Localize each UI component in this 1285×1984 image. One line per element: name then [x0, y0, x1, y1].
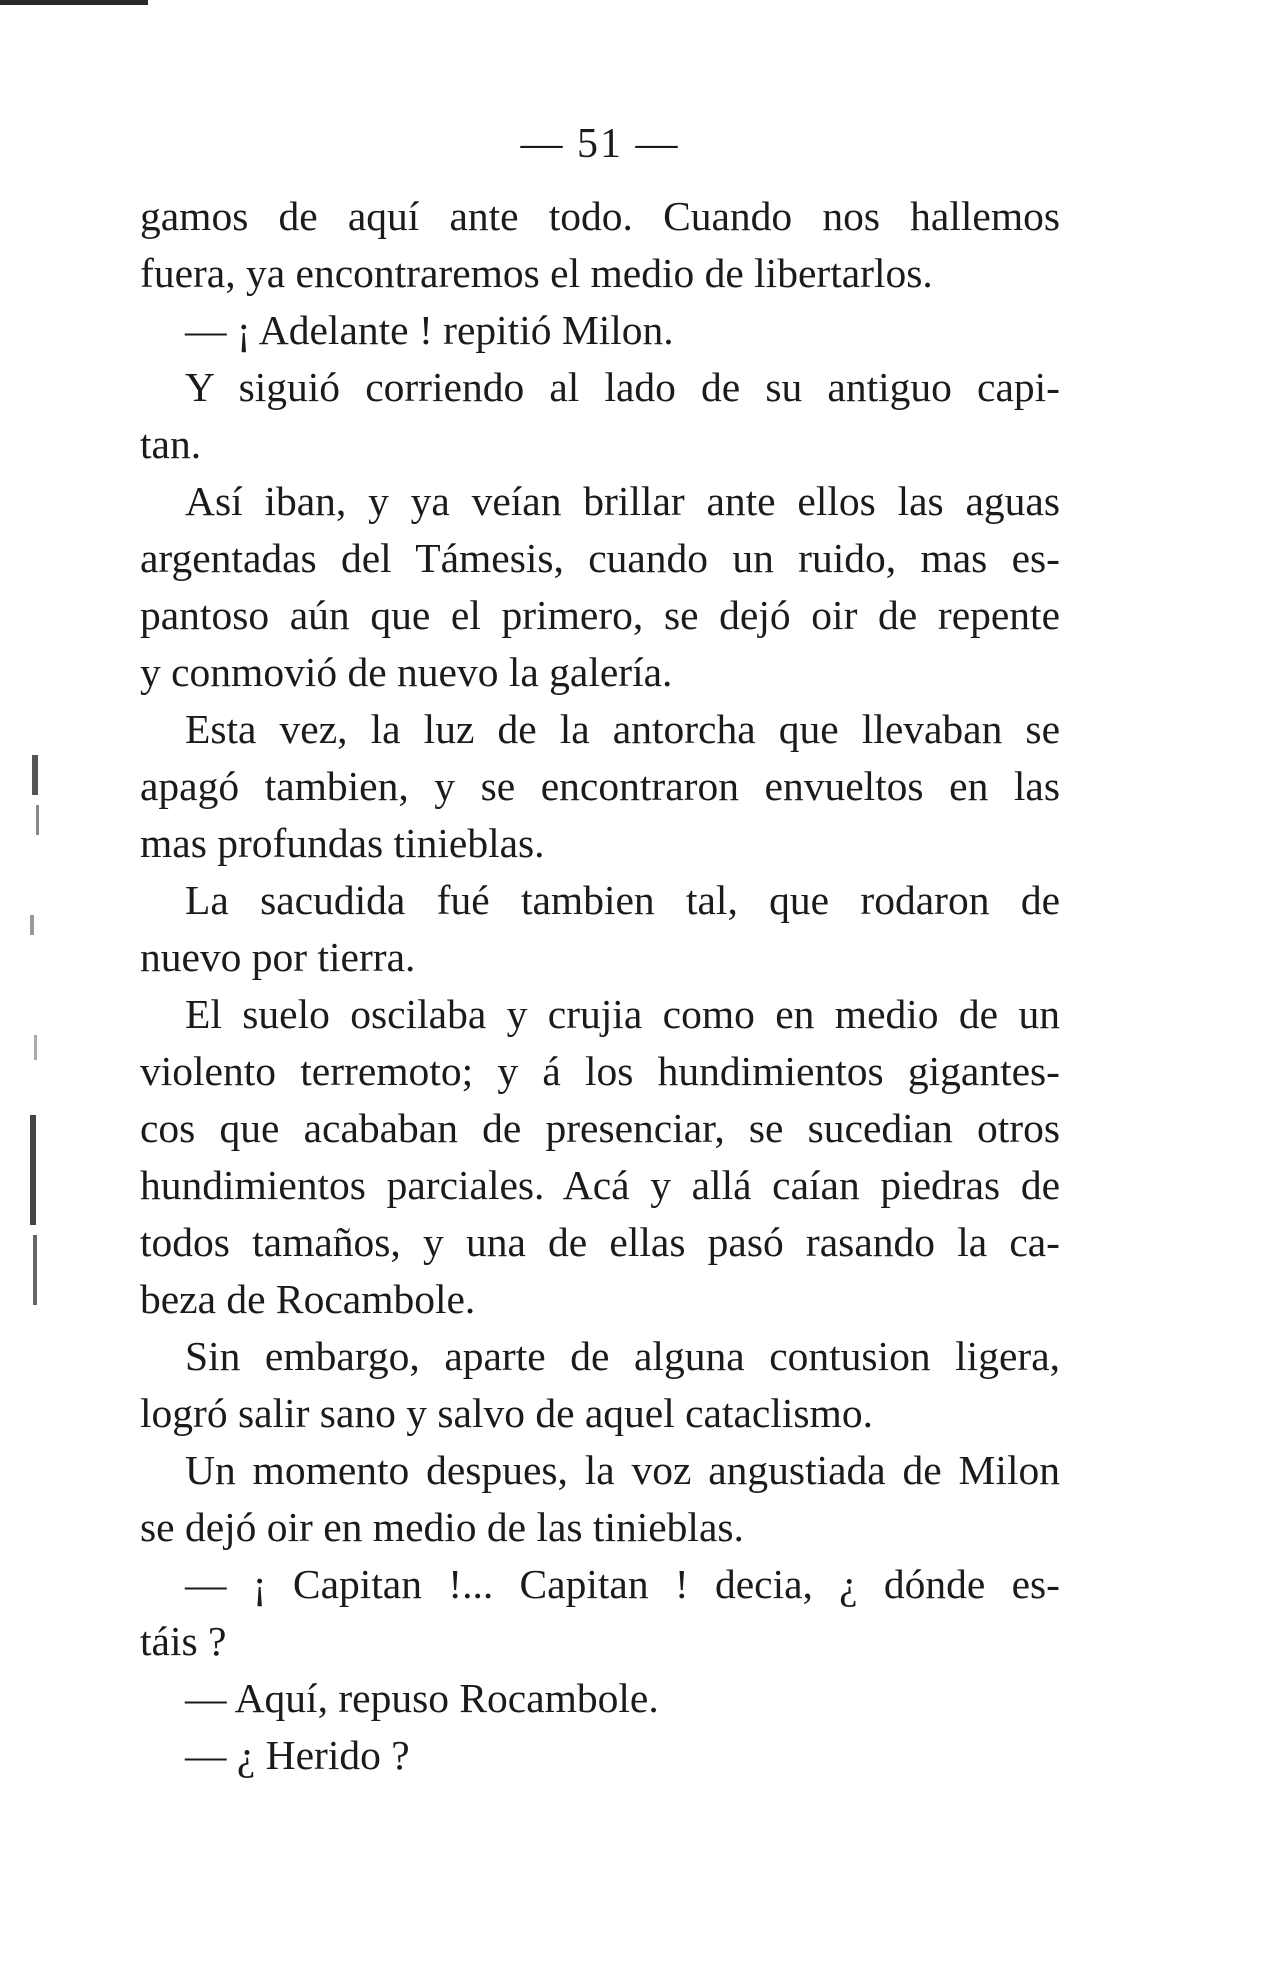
- paragraph: [140, 473, 1060, 701]
- text-line: gamos de aquí ante todo. Cuando nos hallemos: [140, 193, 1060, 239]
- text-line: mas profundas tinieblas.: [140, 820, 545, 866]
- text-line: cos que acababan de presenciar, se sucedian otros: [140, 1105, 1060, 1151]
- text-line: — ¡ Adelante ! repitió Milon.: [185, 307, 674, 353]
- text-line: apagó tambien, y se encontraron envueltos en las: [140, 763, 1060, 809]
- paragraph: [140, 359, 1060, 473]
- text-line: Esta vez, la luz de la antorcha que llevaban se: [185, 706, 1060, 752]
- paragraph: [140, 1670, 1060, 1727]
- text-line: y conmovió de nuevo la galería.: [140, 649, 673, 695]
- paragraph: [140, 1442, 1060, 1556]
- text-line: — Aquí, repuso Rocambole.: [185, 1675, 659, 1721]
- text-line: argentadas del Támesis, cuando un ruido, mas es-: [140, 535, 1060, 581]
- text-line: todos tamaños, y una de ellas pasó rasando la ca-: [140, 1219, 1060, 1265]
- text-line: hundimientos parciales. Acá y allá caían piedras de: [140, 1162, 1060, 1208]
- text-line: El suelo oscilaba y crujia como en medio de un: [185, 991, 1060, 1037]
- paragraph: [140, 1556, 1060, 1670]
- text-line: fuera, ya encontraremos el medio de libertarlos.: [140, 250, 933, 296]
- text-line: La sacudida fué tambien tal, que rodaron de: [185, 877, 1060, 923]
- text-line: nuevo por tierra.: [140, 934, 416, 980]
- text-line: violento terremoto; y á los hundimientos gigantes-: [140, 1048, 1060, 1094]
- text-line: táis ?: [140, 1618, 227, 1664]
- text-line: Un momento despues, la voz angustiada de Milon: [185, 1447, 1060, 1493]
- paragraph: [140, 701, 1060, 872]
- text-line: Sin embargo, aparte de alguna contusion ligera,: [185, 1333, 1060, 1379]
- paragraph: [140, 986, 1060, 1328]
- paragraph: [140, 302, 1060, 359]
- text-line: — ¿ Herido ?: [185, 1732, 410, 1778]
- paragraph: [140, 1328, 1060, 1442]
- paragraph: [140, 188, 1060, 302]
- margin-ink-speckle: [24, 735, 64, 1335]
- text-line: logró salir sano y salvo de aquel cataclismo.: [140, 1390, 873, 1436]
- text-line: tan.: [140, 421, 202, 467]
- paragraph: [140, 1727, 1060, 1784]
- page-number: — 51 —: [520, 121, 680, 167]
- text-line: beza de Rocambole.: [140, 1276, 476, 1322]
- text-line: pantoso aún que el primero, se dejó oir de repente: [140, 592, 1060, 638]
- paragraph: [140, 872, 1060, 986]
- scan-edge-mark: [0, 0, 148, 5]
- text-line: — ¡ Capitan !... Capitan ! decia, ¿ dónde es-: [185, 1561, 1060, 1607]
- text-line: Así iban, y ya veían brillar ante ellos las aguas: [185, 478, 1060, 524]
- text-line: se dejó oir en medio de las tinieblas.: [140, 1504, 744, 1550]
- body-text: [140, 188, 1060, 1784]
- text-line: Y siguió corriendo al lado de su antiguo capi-: [185, 364, 1060, 410]
